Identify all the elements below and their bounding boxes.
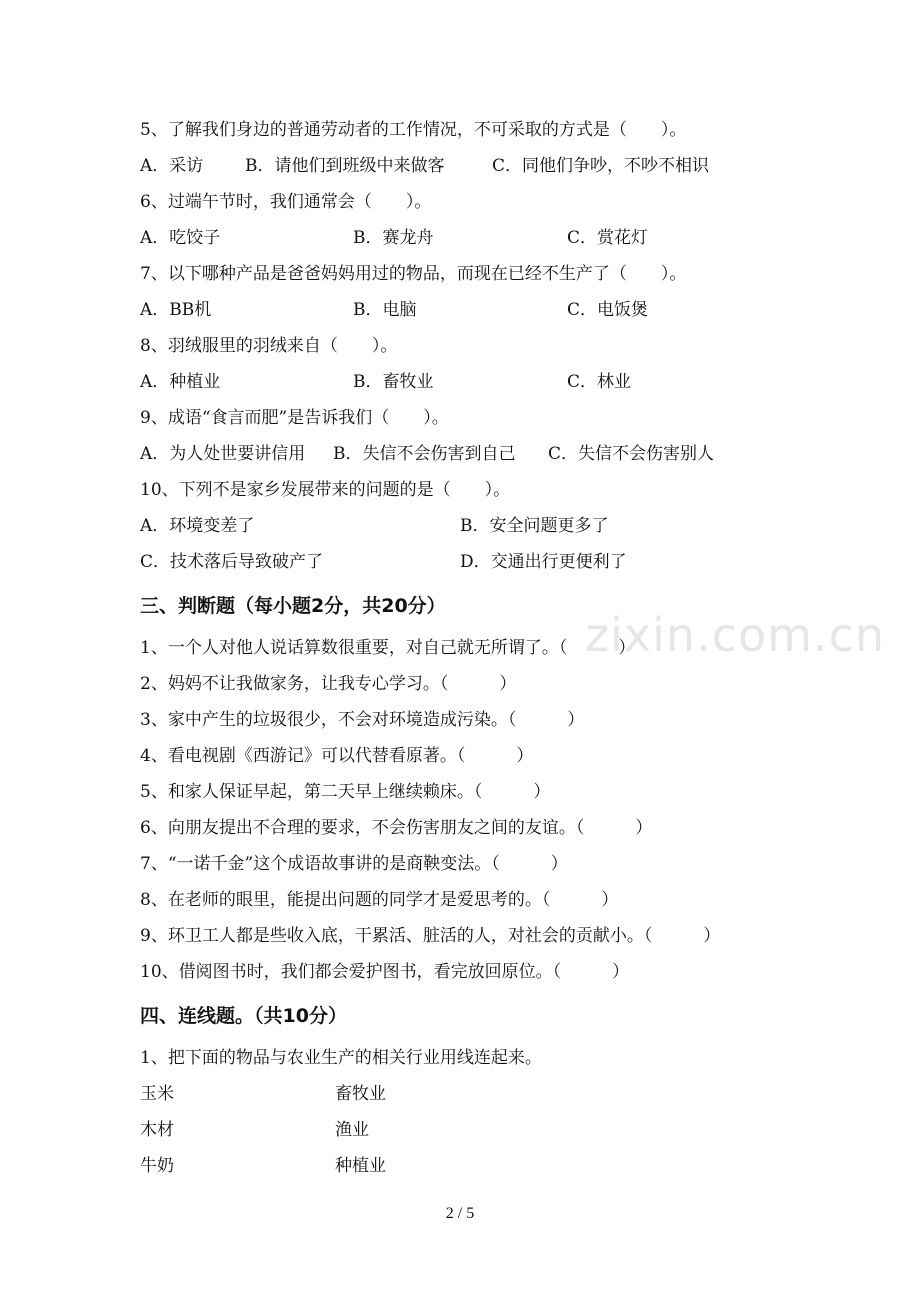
question-5-option-a: A．采访: [140, 156, 204, 176]
question-10-option-d: D．交通出行更便利了: [460, 552, 627, 572]
matching-question-1: 1、把下面的物品与农业生产的相关行业用线连起来。: [140, 1048, 542, 1068]
question-7: 7、以下哪种产品是爸爸妈妈用过的物品，而现在已经不生产了（ ）。: [140, 264, 687, 284]
judgment-item: 8、在老师的眼里，能提出问题的同学才是爱思考的。（ ）: [140, 890, 619, 910]
question-9: 9、成语“食言而肥”是告诉我们（ ）。: [140, 408, 449, 428]
question-5: 5、了解我们身边的普通劳动者的工作情况，不可采取的方式是（ ）。: [140, 120, 687, 140]
judgment-item: 2、妈妈不让我做家务，让我专心学习。（ ）: [140, 674, 517, 694]
matching-right-item: 畜牧业: [335, 1084, 386, 1104]
question-10-option-a: A．环境变差了: [140, 516, 255, 536]
judgment-item: 10、借阅图书时，我们都会爱护图书，看完放回原位。（ ）: [140, 962, 630, 982]
question-7-option-b: B．电脑: [353, 300, 417, 320]
watermark: zixin.com.cn: [585, 608, 886, 662]
judgment-item: 6、向朋友提出不合理的要求，不会伤害朋友之间的友谊。（ ）: [140, 818, 653, 838]
question-10-option-c: C．技术落后导致破产了: [140, 552, 324, 572]
matching-right-item: 种植业: [335, 1156, 386, 1176]
question-7-option-a: A．BB机: [140, 300, 212, 320]
section-3-heading: 三、判断题（每小题2分，共20分）: [140, 595, 446, 617]
question-6-option-a: A．吃饺子: [140, 228, 221, 248]
question-10: 10、下列不是家乡发展带来的问题的是（ ）。: [140, 480, 511, 500]
judgment-item: 5、和家人保证早起，第二天早上继续赖床。（ ）: [140, 782, 551, 802]
question-8-option-b: B．畜牧业: [353, 372, 434, 392]
question-9-option-b: B．失信不会伤害到自己: [333, 444, 516, 464]
judgment-item: 9、环卫工人都是些收入底，干累活、脏活的人，对社会的贡献小。（ ）: [140, 926, 721, 946]
matching-left-item: 玉米: [140, 1084, 174, 1104]
section-4-heading: 四、连线题。（共10分）: [140, 1005, 347, 1027]
question-5-option-c: C．同他们争吵，不吵不相识: [492, 156, 710, 176]
question-10-option-b: B．安全问题更多了: [460, 516, 609, 536]
matching-left-item: 木材: [140, 1120, 174, 1140]
question-8-option-a: A．种植业: [140, 372, 221, 392]
question-9-option-a: A．为人处世要讲信用: [140, 444, 306, 464]
question-6: 6、过端午节时，我们通常会（ ）。: [140, 192, 432, 212]
question-6-option-b: B．赛龙舟: [353, 228, 434, 248]
question-5-option-b: B．请他们到班级中来做客: [245, 156, 445, 176]
matching-left-item: 牛奶: [140, 1156, 174, 1176]
question-8: 8、羽绒服里的羽绒来自（ ）。: [140, 336, 398, 356]
judgment-item: 3、家中产生的垃圾很少，不会对环境造成污染。（ ）: [140, 710, 585, 730]
matching-right-item: 渔业: [335, 1120, 369, 1140]
judgment-item: 4、看电视剧《西游记》可以代替看原著。（ ）: [140, 746, 534, 766]
question-7-option-c: C．电饭煲: [567, 300, 649, 320]
judgment-item: 1、一个人对他人说话算数很重要，对自己就无所谓了。（ ）: [140, 638, 636, 658]
question-8-option-c: C．林业: [567, 372, 632, 392]
question-9-option-c: C．失信不会伤害别人: [548, 444, 715, 464]
page-number: 2 / 5: [445, 1205, 475, 1222]
judgment-item: 7、“一诺千金”这个成语故事讲的是商鞅变法。（ ）: [140, 854, 568, 874]
question-6-option-c: C．赏花灯: [567, 228, 649, 248]
